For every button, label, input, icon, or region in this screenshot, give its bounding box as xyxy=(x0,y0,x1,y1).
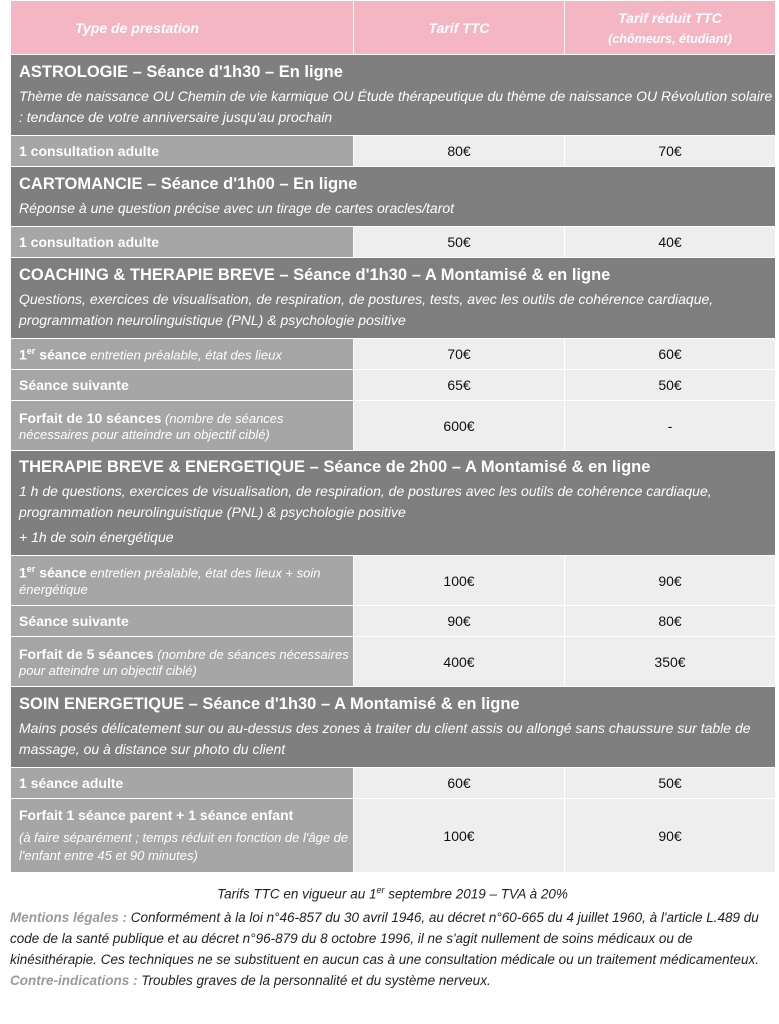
mentions-label: Mentions légales : xyxy=(10,910,128,925)
table-header xyxy=(11,1,776,55)
legal-mentions: Mentions légales : Conformément à la loi n°46-857 du 30 avril 1946, au décret n°60-665 du 4 juillet 1960, à l'article L.489 du code de la santé publique et au décret n°96-879 du 8 octobre 1996, il ne s'agit nullement de soins médicaux ou de kinésithérapie. Ces techniques ne se substituent en aucun cas à une consultation médicale ou un traitement médicamenteux. Contre-indications : Troubles graves de la personnalité et du système nerveux. xyxy=(10,910,759,988)
section-soin-energetique xyxy=(11,687,776,768)
table-row: Séance suivante 90€ 80€ xyxy=(11,606,776,637)
tarifs-note: Tarifs TTC en vigueur au 1er septembre 2019 – TVA à 20% xyxy=(217,885,568,902)
table-row: 1er séance entretien préalable, état des lieux 70€ 60€ xyxy=(11,339,776,370)
section-title: SOIN ENERGETIQUE – Séance d'1h30 – A Montamisé & en ligne xyxy=(19,694,520,713)
table-row: Forfait de 5 séances (nombre de séances nécessaires pour atteindre un objectif ciblé) 400€ 350€ xyxy=(11,637,776,687)
section-title: COACHING & THERAPIE BREVE – Séance d'1h30 – A Montamisé & en ligne xyxy=(19,265,611,284)
table-row: Séance suivante 65€ 50€ xyxy=(11,370,776,401)
header-reduced: Tarif réduit TTC (chômeurs, étudiant) xyxy=(565,1,776,55)
section-desc: Thème de naissance OU Chemin de vie karmique OU Étude thérapeutique du thème de naissance OU Révolution solaire : tendance de votre anniversaire jusqu'au prochain xyxy=(19,87,773,125)
table-row: 1er séance entretien préalable, état des lieux + soin énergétique 100€ 90€ xyxy=(11,556,776,606)
table-row: 1 séance adulte 60€ 50€ xyxy=(11,768,776,799)
contra-label: Contre-indications : xyxy=(10,973,138,988)
section-desc-extra: + 1h de soin énergétique xyxy=(19,529,174,545)
table-row: Forfait de 10 séances (nombre de séances nécessaires pour atteindre un objectif ciblé) 600€ - xyxy=(11,401,776,451)
table-row: 1 consultation adulte 50€ 40€ xyxy=(11,227,776,258)
section-title: ASTROLOGIE – Séance d'1h30 – En ligne xyxy=(19,62,343,81)
section-desc: Questions, exercices de visualisation, de respiration, de postures, tests, avec les outils de cohérence cardiaque, programmation neurolinguistique (PNL) & psychologie positive xyxy=(19,290,714,328)
pricing-table xyxy=(10,0,776,873)
section-cartomancie xyxy=(11,167,776,227)
section-coaching xyxy=(11,258,776,339)
section-therapie-energetique xyxy=(11,451,776,556)
section-title: CARTOMANCIE – Séance d'1h00 – En ligne xyxy=(19,174,358,193)
section-title: THERAPIE BREVE & ENERGETIQUE – Séance de 2h00 – A Montamisé & en ligne xyxy=(19,458,651,476)
header-type: Type de prestation xyxy=(11,1,354,55)
table-row: Forfait 1 séance parent + 1 séance enfant (à faire séparément ; temps réduit en fonction de l'âge de l'enfant entre 45 et 90 minutes) 100€ 90€ xyxy=(11,799,776,873)
section-desc: Réponse à une question précise avec un tirage de cartes oracles/tarot xyxy=(19,199,455,216)
table-row: 1 consultation adulte 80€ 70€ xyxy=(11,136,776,167)
section-desc: Mains posés délicatement sur ou au-dessus des zones à traiter du client assis ou allongé sans chaussure sur table de massage, ou à distance sur photo du client xyxy=(19,719,751,757)
section-astrologie xyxy=(11,55,776,136)
section-desc: 1 h de questions, exercices de visualisation, de respiration, de postures avec les outils de cohérence cardiaque, programmation neurolinguistique (PNL) & psychologie positive xyxy=(19,483,712,520)
header-price: Tarif TTC xyxy=(354,1,565,55)
